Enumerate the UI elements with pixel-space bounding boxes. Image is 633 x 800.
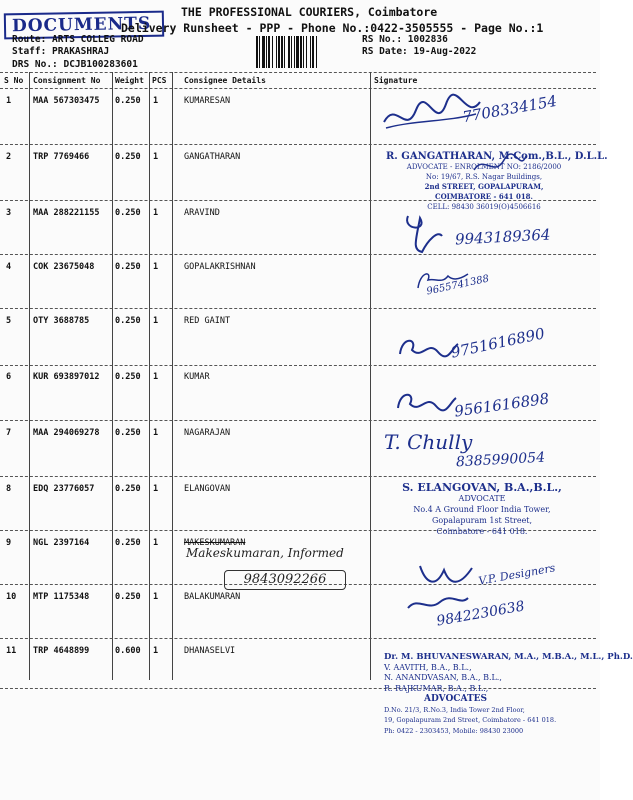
- row-weight: 0.250: [115, 96, 141, 106]
- row-sno: 2: [6, 152, 12, 162]
- barcode-bar: [310, 36, 311, 68]
- handwritten-signature: V.P. Designers: [477, 561, 557, 588]
- row-consignment-no: COK 23675048: [33, 262, 95, 272]
- row-consignee: KUMAR: [184, 372, 210, 382]
- handwritten-phone: 8385990054: [455, 449, 546, 471]
- barcode-bar: [291, 36, 292, 68]
- row-consignment-no: MTP 1175348: [33, 592, 90, 602]
- row-sno: 11: [6, 646, 17, 656]
- row-sno: 7: [6, 428, 12, 438]
- row-weight: 0.250: [115, 152, 141, 162]
- row-weight: 0.250: [115, 316, 141, 326]
- handwritten-phone: 9655741388: [425, 273, 491, 298]
- handwritten-number: 9843092266: [224, 570, 346, 590]
- signature-scribble: [390, 384, 460, 420]
- row-separator: [0, 254, 596, 255]
- row-weight: 0.250: [115, 538, 141, 548]
- row-weight: 0.250: [115, 592, 141, 602]
- row-sno: 9: [6, 538, 12, 548]
- barcode-bar: [312, 36, 314, 68]
- documents-stamp: DOCUMENTS: [4, 11, 164, 40]
- advocate-stamp: R. GANGATHARAN, M.Com.,B.L., D.L.L. ADVOCATE - ENROLMENT NO: 2186/2000 No: 19/67, R.S. Nagar Buildings, 2nd STREET, GOPALAPURAM, COIMBATORE - 641 018. CELL: 98430 36019(O)4506616: [386, 151, 608, 211]
- row-pcs: 1: [153, 538, 159, 548]
- row-weight: 0.250: [115, 428, 141, 438]
- col-head-consignment: Consignment No: [33, 76, 101, 85]
- row-consignment-no: OTY 3688785: [33, 316, 90, 326]
- table-row: [0, 428, 600, 448]
- barcode: [256, 36, 356, 68]
- row-pcs: 1: [153, 262, 159, 272]
- row-consignee: GANGATHARAN: [184, 152, 241, 162]
- row-consignee: DHANASELVI: [184, 646, 236, 656]
- row-consignment-no: MAA 294069278: [33, 428, 100, 438]
- barcode-bar: [272, 36, 273, 68]
- col-head-signature: Signature: [374, 76, 418, 85]
- row-separator: [0, 420, 596, 421]
- row-pcs: 1: [153, 646, 159, 656]
- row-consignment-no: TRP 7769466: [33, 152, 90, 162]
- handwritten-phone: 9842230638: [435, 598, 526, 630]
- row-pcs: 1: [153, 484, 159, 494]
- handwritten-name: T. Chully: [384, 430, 473, 454]
- row-sno: 5: [6, 316, 12, 326]
- row-pcs: 1: [153, 372, 159, 382]
- advocate-stamp: Dr. M. BHUVANESWARAN, M.A., M.B.A., M.L., Ph.D. V. AAVITH, B.A., B.L., N. ANANDVASAN, B.A., B.L., R. RAJKUMAR, B.A., B.L., ADVOCATES D.No. 21/3, R.No.3, India Tower 2nd Floor, 19, Gopalapuram 2nd Street, Coimbatore - 641 018. Ph: 0422 - 2303453, Mobile: 98430 23000: [384, 652, 633, 735]
- row-consignee: MAKESKUMARAN: [184, 538, 246, 548]
- row-pcs: 1: [153, 592, 159, 602]
- row-pcs: 1: [153, 96, 159, 106]
- row-consignee: ARAVIND: [184, 208, 220, 218]
- row-consignment-no: NGL 2397164: [33, 538, 90, 548]
- row-weight: 0.250: [115, 208, 141, 218]
- staff-label: Staff: PRAKASHRAJ: [12, 46, 110, 57]
- col-head-weight: Weight: [115, 76, 144, 85]
- row-separator: [0, 308, 596, 309]
- barcode-bar: [281, 36, 283, 68]
- row-consignment-no: MAA 567303475: [33, 96, 100, 106]
- handwritten-phone: 9561616898: [453, 389, 551, 421]
- row-consignment-no: MAA 288221155: [33, 208, 100, 218]
- barcode-bar: [288, 36, 290, 68]
- row-sno: 3: [6, 208, 12, 218]
- signature-scribble: [398, 210, 448, 256]
- row-consignee: KUMARESAN: [184, 96, 231, 106]
- row-sno: 6: [6, 372, 12, 382]
- row-separator: [0, 476, 596, 477]
- runsheet-subtitle: Delivery Runsheet - PPP - Phone No.:0422-3505555 - Page No.:1: [121, 21, 544, 35]
- header-top-rule: [0, 72, 596, 73]
- col-head-sno: S No: [4, 76, 24, 85]
- barcode-bar: [284, 36, 285, 68]
- row-sno: 4: [6, 262, 12, 272]
- row-separator: [0, 365, 596, 366]
- barcode-bar: [256, 36, 258, 68]
- drs-number: DRS No.: DCJB100283601: [12, 59, 138, 70]
- row-consignee: RED GAINT: [184, 316, 231, 326]
- row-separator: [0, 144, 596, 145]
- row-sno: 1: [6, 96, 12, 106]
- company-title: THE PROFESSIONAL COURIERS, Coimbatore: [181, 5, 438, 19]
- row-sno: 8: [6, 484, 12, 494]
- barcode-bar: [316, 36, 317, 68]
- signature-scribble: [470, 150, 530, 180]
- advocate-stamp: S. ELANGOVAN, B.A.,B.L., ADVOCATE No.4 A Ground Floor India Tower, Gopalapuram 1st Street, Coimbatore - 641 018.: [402, 481, 562, 536]
- barcode-bar: [266, 36, 267, 68]
- row-consignment-no: KUR 693897012: [33, 372, 100, 382]
- table-row: [0, 372, 600, 392]
- col-head-consignee: Consignee Details: [184, 76, 266, 85]
- barcode-bar: [259, 36, 260, 68]
- barcode-bar: [294, 36, 295, 68]
- barcode-bar: [278, 36, 280, 68]
- row-sno: 10: [6, 592, 17, 602]
- row-pcs: 1: [153, 208, 159, 218]
- col-head-pcs: PCS: [152, 76, 167, 85]
- row-weight: 0.250: [115, 484, 141, 494]
- row-consignee: GOPALAKRISHNAN: [184, 262, 256, 272]
- barcode-bar: [276, 36, 277, 68]
- row-pcs: 1: [153, 428, 159, 438]
- rs-date: RS Date: 19-Aug-2022: [362, 46, 477, 57]
- row-weight: 0.250: [115, 262, 141, 272]
- rs-number: RS No.: 1002836: [362, 34, 448, 45]
- barcode-bar: [306, 36, 307, 68]
- row-consignee: NAGARAJAN: [184, 428, 231, 438]
- handwritten-phone: 9751616890: [449, 324, 547, 362]
- barcode-bar: [296, 36, 299, 68]
- handwritten-phone: 9943189364: [454, 225, 551, 249]
- row-separator: [0, 638, 596, 639]
- barcode-bar: [262, 36, 265, 68]
- row-consignment-no: EDQ 23776057: [33, 484, 95, 494]
- row-weight: 0.250: [115, 372, 141, 382]
- row-consignee: BALAKUMARAN: [184, 592, 241, 602]
- row-consignee: ELANGOVAN: [184, 484, 231, 494]
- barcode-bar: [303, 36, 304, 68]
- row-pcs: 1: [153, 152, 159, 162]
- row-consignment-no: TRP 4648899: [33, 646, 90, 656]
- handwritten-note: Makeskumaran, Informed: [186, 546, 344, 560]
- route-label: Route: ARTS COLLEG ROAD: [12, 34, 144, 45]
- row-weight: 0.600: [115, 646, 141, 656]
- barcode-bar: [268, 36, 270, 68]
- table-row: [0, 262, 600, 282]
- signature-scribble: [416, 560, 476, 590]
- handwritten-phone: 7708334154: [461, 91, 559, 127]
- header-bottom-rule: [0, 88, 596, 89]
- barcode-bar: [300, 36, 302, 68]
- row-pcs: 1: [153, 316, 159, 326]
